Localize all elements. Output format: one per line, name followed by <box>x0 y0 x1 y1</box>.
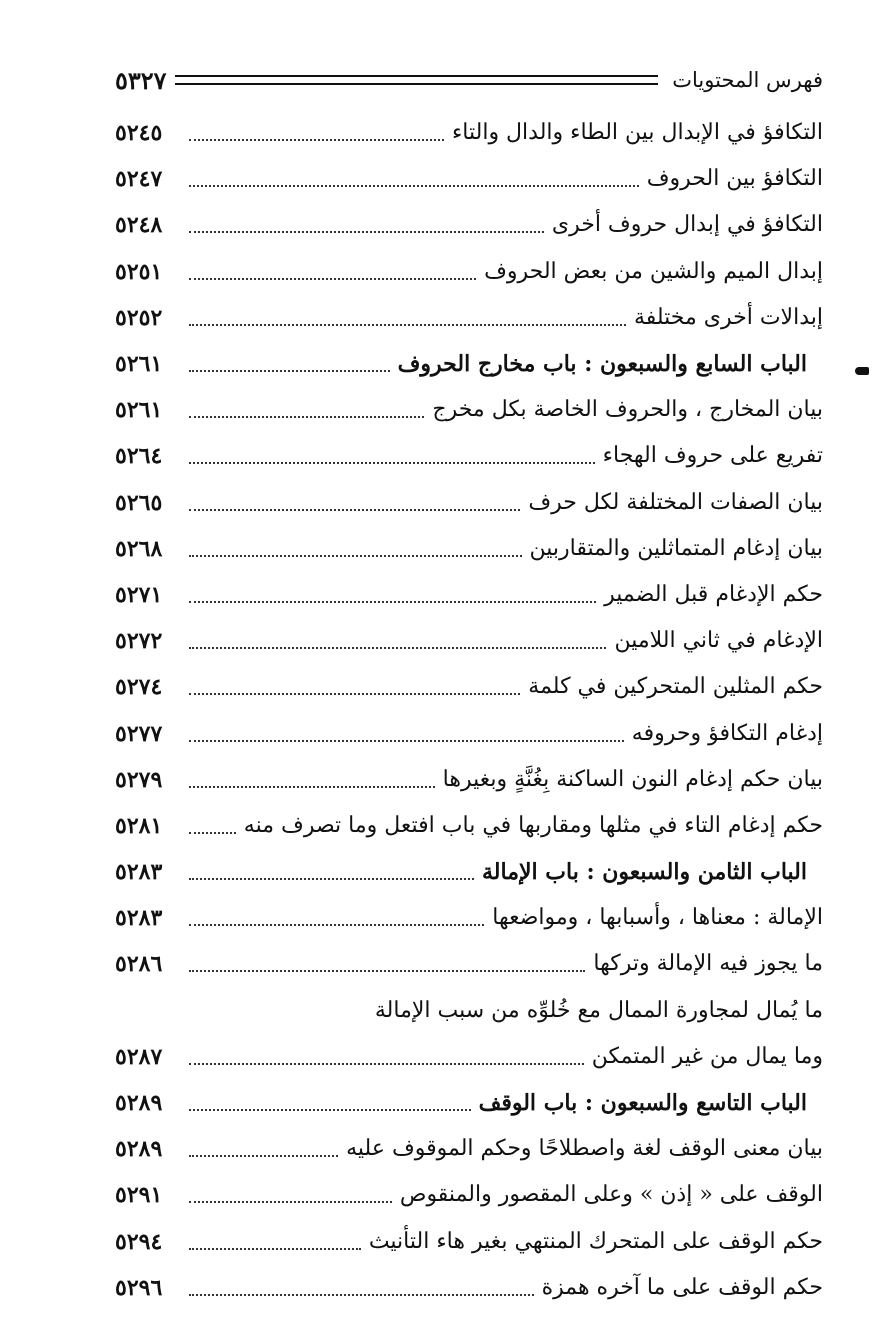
toc-entry <box>115 295 823 341</box>
toc-entry-title: الباب الثامن والسبعون : باب الإمالة <box>482 859 807 886</box>
dot-leader <box>189 555 522 557</box>
dot-leader <box>189 416 424 418</box>
toc-entry <box>115 1126 823 1172</box>
dot-leader <box>189 924 484 926</box>
dot-leader <box>189 1109 471 1111</box>
toc-entry-title: إبدال الميم والشين من بعض الحروف <box>484 258 823 284</box>
toc-entry-page: ٥٢٤٧ <box>115 166 163 193</box>
dot-leader <box>189 1155 338 1157</box>
toc-entry-page: ٥٢٨٦ <box>115 951 163 978</box>
toc-entry-title: حكم المثلين المتحركين في كلمة <box>528 674 823 700</box>
toc-entry <box>115 202 823 248</box>
toc-entry-page: ٥٢٦١ <box>115 397 163 424</box>
dot-leader <box>189 509 520 511</box>
toc-entry-title: حكم إدغام التاء في مثلها ومقاربها في باب افتعل وما تصرف منه <box>243 812 823 838</box>
dot-leader <box>189 786 435 788</box>
header-rule <box>175 75 659 85</box>
toc-entry <box>115 618 823 664</box>
dot-leader <box>189 1201 392 1203</box>
header-page-number: ٥٣٢٧ <box>115 65 167 95</box>
dot-leader <box>189 278 476 280</box>
dot-leader <box>189 370 390 372</box>
toc-entry-page: ٥٢٧١ <box>115 581 163 608</box>
toc-entry-page: ٥٢٧٤ <box>115 674 163 701</box>
toc-entry <box>115 1265 823 1311</box>
dot-leader <box>189 647 606 649</box>
toc-list <box>115 110 823 1311</box>
toc-entry-page: ٥٢٧٢ <box>115 628 163 655</box>
toc-entry-page: ٥٢٨٣ <box>115 859 163 886</box>
toc-entry <box>115 895 823 941</box>
toc-entry <box>115 664 823 710</box>
dot-leader <box>189 740 624 742</box>
toc-entry-page: ٥٢٤٥ <box>115 120 163 147</box>
toc-entry-title: الباب التاسع والسبعون : باب الوقف <box>478 1090 807 1117</box>
toc-entry-title: وما يمال من غير المتمكن <box>591 1043 823 1069</box>
toc-entry <box>115 757 823 803</box>
toc-chapter-heading <box>115 1080 823 1126</box>
dot-leader <box>189 1063 584 1065</box>
dot-leader <box>189 878 474 880</box>
toc-entry-page: ٥٢٤٨ <box>115 212 163 239</box>
toc-entry-page: ٥٢٧٩ <box>115 766 163 793</box>
toc-entry-title: بيان الصفات المختلفة لكل حرف <box>528 489 823 515</box>
toc-entry-title: الإدغام في ثاني اللامين <box>614 628 823 654</box>
toc-entry-page: ٥٢٦٥ <box>115 489 163 516</box>
toc-entry-title: ما يُمال لمجاورة الممال مع خُلوِّه من سبب الإمالة <box>374 997 823 1023</box>
toc-entry <box>115 433 823 479</box>
toc-entry-title: حكم الوقف على المتحرك المنتهي بغير هاء التأنيث <box>368 1228 823 1254</box>
toc-entry <box>115 1219 823 1265</box>
toc-entry-page: ٥٢٥٢ <box>115 304 163 331</box>
toc-entry-title: تفريع على حروف الهجاء <box>602 443 823 469</box>
toc-entry-page: ٥٢٨١ <box>115 812 163 839</box>
dot-leader <box>189 139 444 141</box>
toc-entry <box>115 803 823 849</box>
toc-entry-title: حكم الإدغام قبل الضمير <box>604 581 823 607</box>
toc-entry <box>115 572 823 618</box>
toc-entry <box>115 526 823 572</box>
dot-leader <box>189 324 626 326</box>
toc-entry <box>115 110 823 156</box>
toc-entry <box>115 710 823 756</box>
dot-leader <box>189 231 544 233</box>
toc-entry-page: ٥٢٦٤ <box>115 443 163 470</box>
toc-entry-page: ٥٢٥١ <box>115 258 163 285</box>
dot-leader <box>189 970 585 972</box>
toc-entry-page: ٥٢٨٩ <box>115 1136 163 1163</box>
toc-entry <box>115 480 823 526</box>
toc-entry <box>115 249 823 295</box>
toc-entry-page: ٥٢٦١ <box>115 351 163 378</box>
toc-entry-title: بيان معنى الوقف لغة واصطلاحًا وحكم الموقوف عليه <box>346 1136 823 1162</box>
toc-entry-title: بيان إدغام المتماثلين والمتقاربين <box>529 535 823 561</box>
dot-leader <box>189 832 236 834</box>
dot-leader <box>189 693 520 695</box>
toc-entry-title: الباب السابع والسبعون : باب مخارج الحروف <box>397 351 807 378</box>
toc-entry-title: حكم الوقف على ما آخره همزة <box>541 1274 823 1300</box>
header-title: فهرس المحتويات <box>672 68 823 92</box>
toc-entry-page: ٥٢٩٤ <box>115 1228 163 1255</box>
toc-entry-page: ٥٢٩١ <box>115 1182 163 1209</box>
toc-entry <box>115 941 823 987</box>
toc-entry-title: ما يجوز فيه الإمالة وتركها <box>593 951 823 977</box>
toc-entry-title: الوقف على « إذن » وعلى المقصور والمنقوص <box>399 1182 823 1208</box>
toc-entry <box>115 1172 823 1218</box>
toc-entry-title: التكافؤ بين الحروف <box>646 166 823 192</box>
toc-chapter-heading <box>115 341 823 387</box>
toc-entry-title: بيان حكم إدغام النون الساكنة بِغُنَّةٍ وبغيرها <box>442 766 823 792</box>
toc-entry-title: إبدالات أخرى مختلفة <box>633 304 823 330</box>
dot-leader <box>189 185 639 187</box>
dot-leader <box>189 462 595 464</box>
toc-chapter-heading <box>115 849 823 895</box>
toc-entry-title: التكافؤ في الإبدال بين الطاء والدال والتاء <box>451 120 823 146</box>
page-header <box>115 58 823 102</box>
dot-leader <box>189 1248 361 1250</box>
toc-entry <box>115 387 823 433</box>
margin-mark <box>855 367 869 375</box>
dot-leader <box>189 1294 534 1296</box>
toc-entry-page: ٥٢٨٣ <box>115 905 163 932</box>
toc-entry <box>115 156 823 202</box>
toc-entry <box>115 988 823 1034</box>
toc-entry-page: ٥٢٧٧ <box>115 720 163 747</box>
toc-entry-title: إدغام التكافؤ وحروفه <box>631 720 823 746</box>
toc-entry-title: التكافؤ في إبدال حروف أخرى <box>551 212 823 238</box>
toc-entry <box>115 1034 823 1080</box>
toc-entry-page: ٥٢٩٦ <box>115 1274 163 1301</box>
toc-entry-title: الإمالة : معناها ، وأسبابها ، ومواضعها <box>492 905 823 931</box>
toc-entry-page: ٥٢٨٩ <box>115 1090 163 1117</box>
toc-entry-page: ٥٢٨٧ <box>115 1043 163 1070</box>
toc-entry-title: بيان المخارج ، والحروف الخاصة بكل مخرج <box>432 397 823 423</box>
toc-entry-page: ٥٢٦٨ <box>115 535 163 562</box>
dot-leader <box>189 601 596 603</box>
